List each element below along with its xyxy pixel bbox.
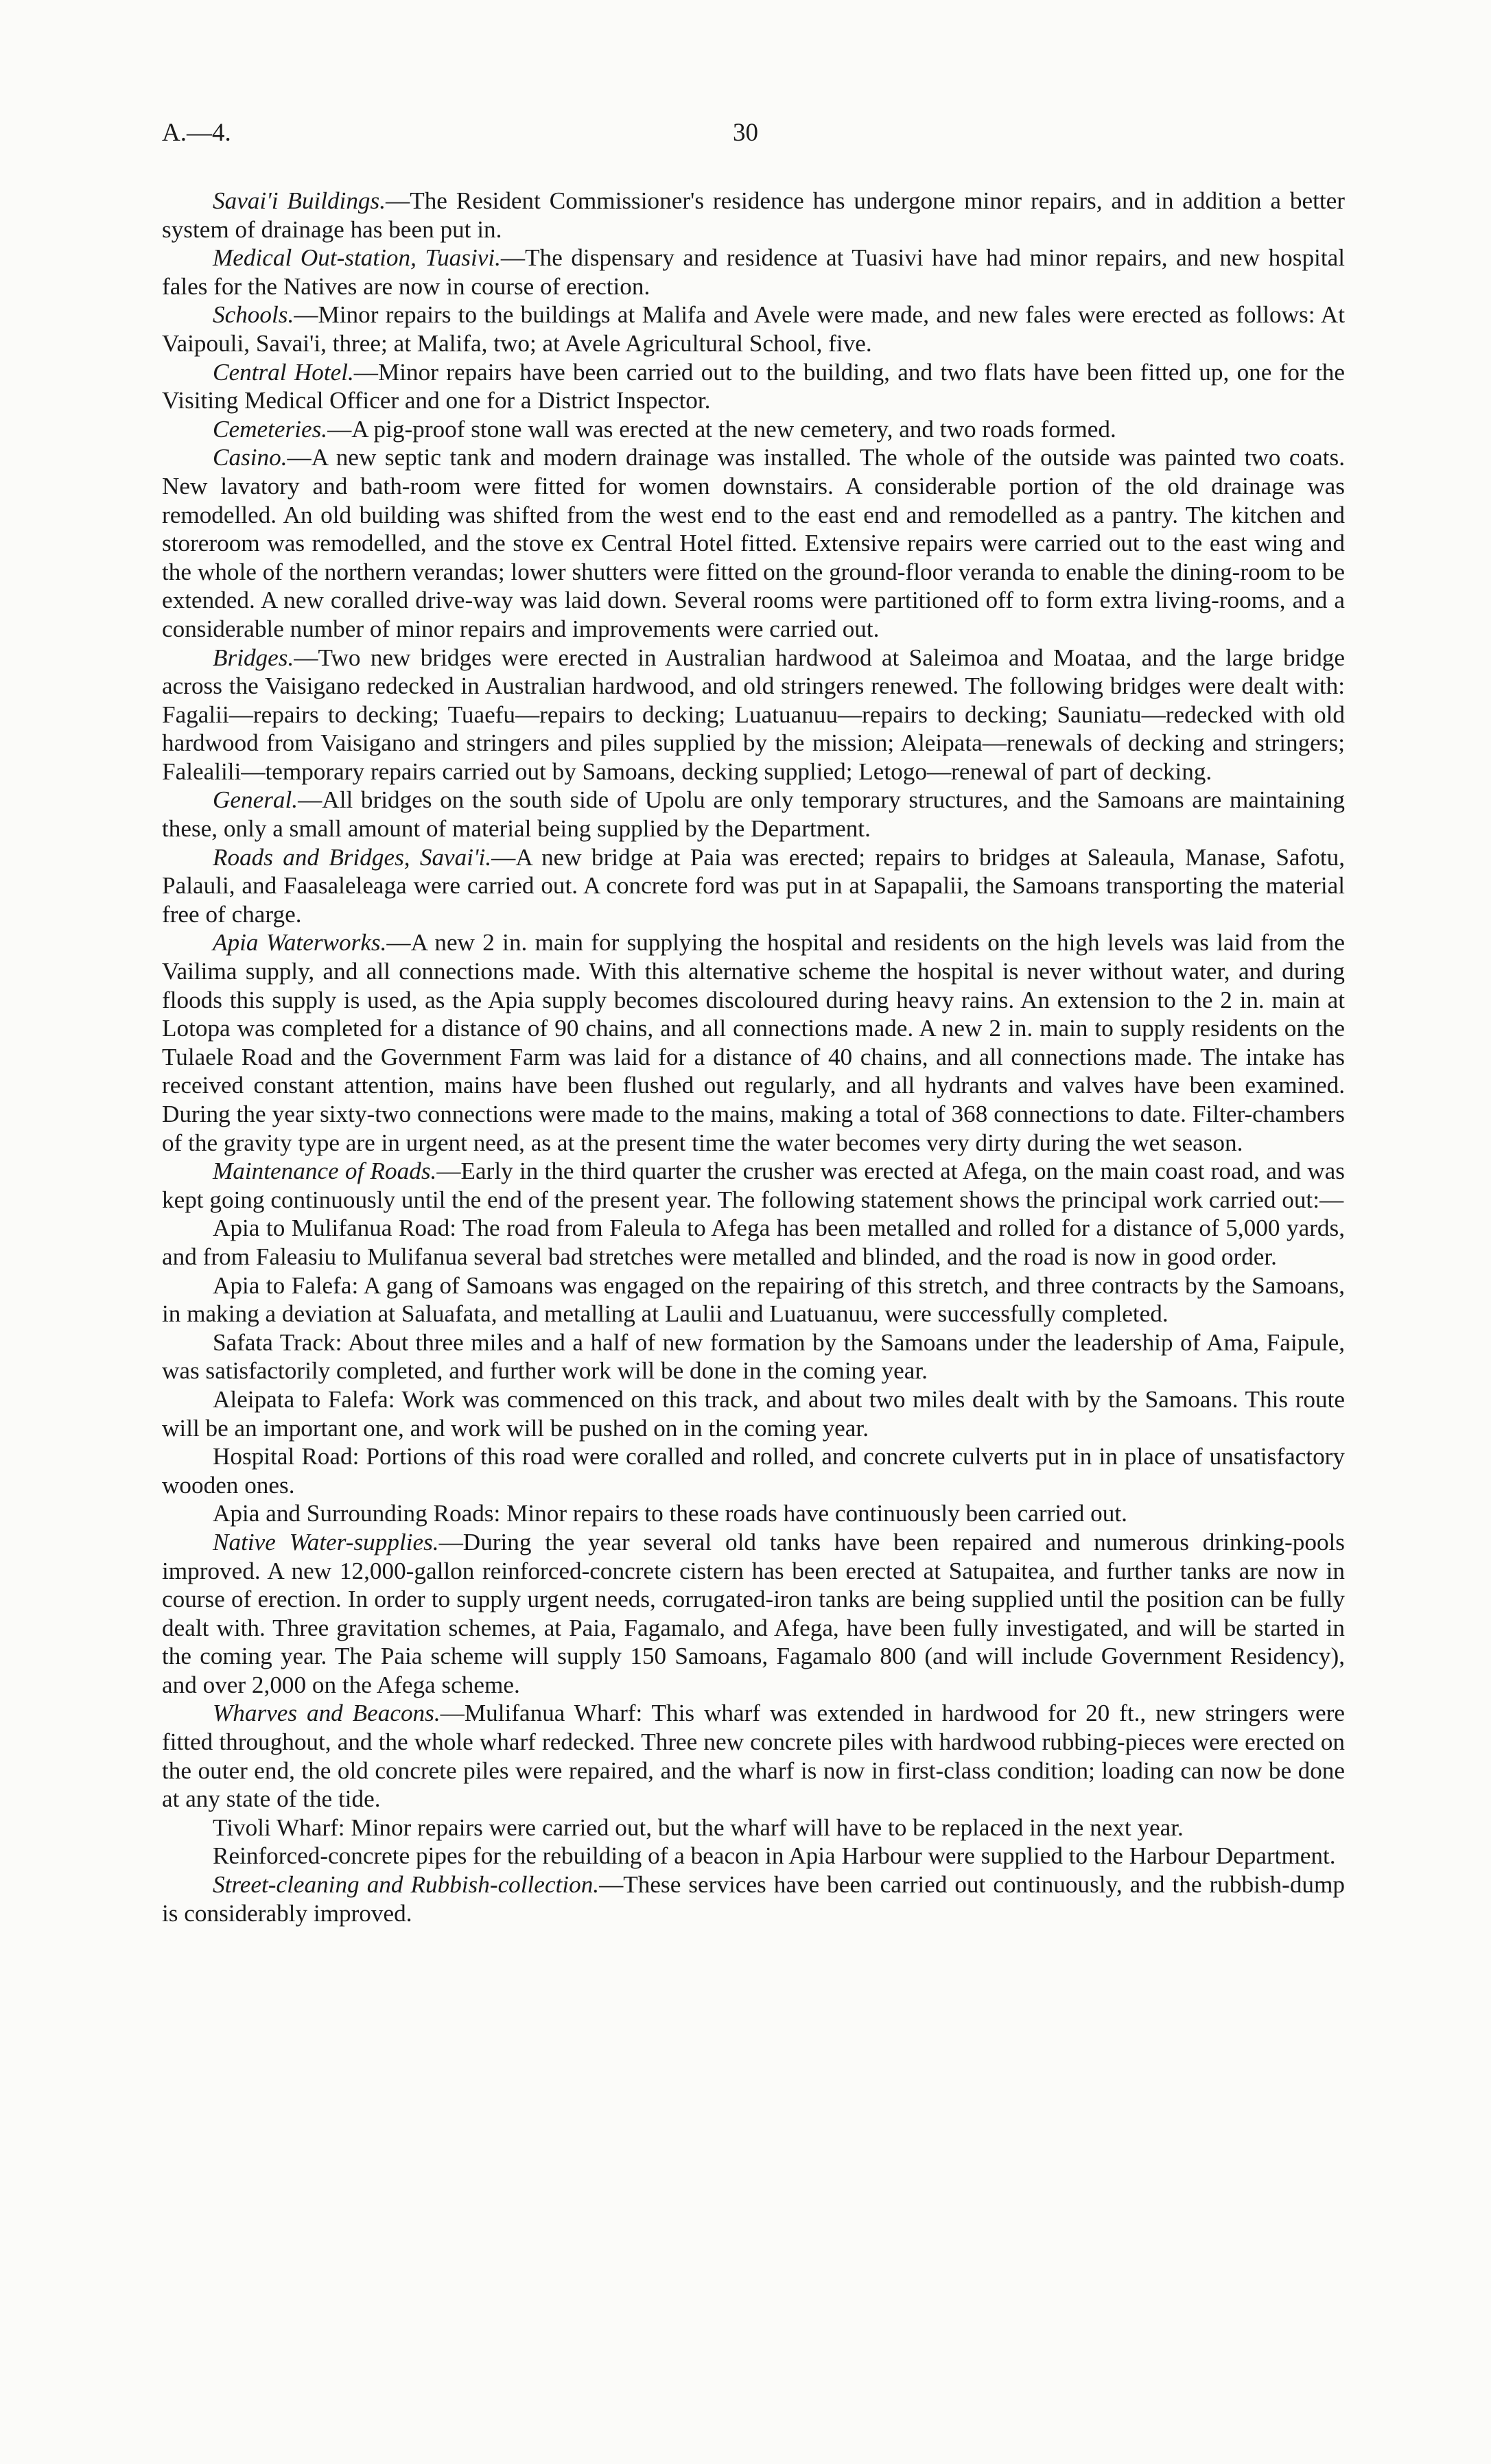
- paragraph-heading: Maintenance of Roads.: [213, 1158, 437, 1185]
- paragraph-heading: Medical Out-station, Tuasivi.: [213, 244, 501, 272]
- paragraph-text: —A new septic tank and modern drainage was installed. The whole of the outside was painted two coats. New lavatory and bath-room were fitted for women downstairs. A considerable portion of the old drainage was remodelled. An old building was shifted from the west end to the east end and remodelled as a pantry. The kitchen and storeroom was remodelled, and the stove ex Central Hotel fitted. Extensive repairs were carried out to the east wing and the whole of the northern verandas; lower shutters were fitted on the ground-floor veranda to enable the dining-room to be extended. A new coralled drive-way was laid down. Several rooms were partitioned off to form extra living-rooms, and a considerable number of minor repairs and improvements were carried out.: [162, 444, 1345, 642]
- paragraph-text: Safata Track: About three miles and a half of new formation by the Samoans under the leadership of Ama, Faipule, was satisfactorily completed, and further work will be done in the coming year.: [162, 1328, 1345, 1385]
- paragraph-text: Reinforced-concrete pipes for the rebuilding of a beacon in Apia Harbour were supplied to the Harbour Department.: [213, 1842, 1336, 1870]
- paragraph-text: —The dispensary and residence at Tuasivi have had minor repairs, and new hospital fales for the Natives are now in course of erection.: [162, 244, 1345, 300]
- paragraph-street-cleaning: [162, 1870, 1345, 1927]
- paragraph-heading: Apia Waterworks.: [213, 929, 387, 957]
- paragraph-tivoli-wharf: [162, 1814, 1345, 1842]
- paragraph-heading: Bridges.: [213, 644, 294, 671]
- paragraph-text: —During the year several old tanks have been repaired and numerous drinking-pools improved. A new 12,000-gallon reinforced-concrete cistern has been erected at Satupaitea, and further tanks are now in course of erection. In order to supply urgent needs, corrugated-iron tanks are being supplied until the position can be fully dealt with. Three gravitation schemes, at Paia, Fagamalo, and Afega, have been fully investigated, and will be started in the coming year. The Paia scheme will supply 150 Samoans, Fagamalo 800 (and will include Government Residency), and over 2,000 on the Afega scheme.: [162, 1528, 1346, 1698]
- paragraph-text: —A new bridge at Paia was erected; repairs to bridges at Saleaula, Manase, Safotu, Palauli, and Faasaleleaga were carried out. A concrete ford was put in at Sapapalii, the Samoans transporting the material free of charge.: [162, 843, 1345, 928]
- body-text: [162, 187, 1345, 1927]
- paragraph-text: Tivoli Wharf: Minor repairs were carried out, but the wharf will have to be replaced in the next year.: [213, 1814, 1184, 1841]
- paragraph-maintenance-of-roads: [162, 1157, 1345, 1214]
- paragraph-heading: General.: [213, 786, 298, 814]
- paragraph-text: —All bridges on the south side of Upolu are only temporary structures, and the Samoans are maintaining these, only a small amount of material being supplied by the Department.: [162, 786, 1345, 843]
- paragraph-text: —The Resident Commissioner's residence has undergone minor repairs, and in addition a better system of drainage has been put in.: [162, 187, 1346, 243]
- paragraph-apia-to-falefa: [162, 1271, 1345, 1328]
- paragraph-bridges: [162, 644, 1345, 786]
- paragraph-text: Apia and Surrounding Roads: Minor repairs to these roads have continuously been carried out.: [213, 1500, 1127, 1527]
- paragraph-text: —Minor repairs to the buildings at Malifa and Avele were made, and new fales were erected as follows: At Vaipouli, Savai'i, three; at Malifa, two; at Avele Agricultural School, five.: [162, 301, 1345, 357]
- document-reference: A.—4.: [162, 119, 231, 147]
- paragraph-apia-to-mulifanua-road: [162, 1214, 1345, 1271]
- paragraph-casino: [162, 443, 1345, 643]
- paragraph-general: [162, 786, 1345, 843]
- paragraph-heading: Casino.: [213, 444, 287, 471]
- paragraph-heading: Native Water-supplies.: [213, 1528, 439, 1556]
- paragraph-heading: Roads and Bridges, Savai'i.: [213, 843, 492, 871]
- paragraph-text: —Two new bridges were erected in Australian hardwood at Saleimoa and Moataa, and the large bridge across the Vaisigano redecked in Australian hardwood, and old stringers renewed. The following bridges were dealt with: Fagalii—repairs to decking; Tuaefu—repairs to decking; Luatuanuu—repairs to decking; Sauniatu—redecked with old hardwood from Vaisigano and stringers and piles supplied by the mission; Aleipata—renewals of decking and stringers; Falealili—temporary repairs carried out by Samoans, decking supplied; Letogo—renewal of part of decking.: [162, 644, 1345, 785]
- paragraph-central-hotel: [162, 358, 1345, 415]
- paragraph-native-water-supplies: [162, 1528, 1345, 1700]
- page-header: [162, 118, 1329, 152]
- paragraph-heading: Cemeteries.: [213, 415, 328, 443]
- paragraph-text: Apia to Mulifanua Road: The road from Faleula to Afega has been metalled and rolled for a distance of 5,000 yards, and from Faleasiu to Mulifanua several bad stretches were metalled and blinded, and the road is now in good order.: [162, 1215, 1345, 1270]
- paragraph-apia-surrounding-roads: [162, 1499, 1345, 1528]
- paragraph-text: Hospital Road: Portions of this road were coralled and rolled, and concrete culverts put in in place of unsatisfactory wooden ones.: [162, 1443, 1345, 1499]
- paragraph-heading: Wharves and Beacons.: [213, 1700, 441, 1727]
- paragraph-schools: [162, 301, 1345, 357]
- paragraph-text: —A pig-proof stone wall was erected at the new cemetery, and two roads formed.: [327, 415, 1116, 443]
- paragraph-savaii-buildings: [162, 187, 1345, 244]
- paragraph-aleipata-to-falefa: [162, 1385, 1345, 1442]
- paragraph-heading: Schools.: [213, 301, 294, 329]
- paragraph-reinforced-concrete-pipes: [162, 1842, 1345, 1870]
- paragraph-text: Aleipata to Falefa: Work was commenced on this track, and about two miles dealt with by the Samoans. This route will be an important one, and work will be pushed on in the coming year.: [162, 1385, 1345, 1442]
- paragraph-text: Apia to Falefa: A gang of Samoans was engaged on the repairing of this stretch, and three contracts by the Samoans, in making a deviation at Saluafata, and metalling at Laulii and Luatuanuu, were successfully completed.: [162, 1271, 1345, 1328]
- paragraph-roads-and-bridges-savaii: [162, 843, 1345, 929]
- paragraph-wharves-and-beacons: [162, 1699, 1345, 1813]
- page-number: 30: [733, 119, 758, 147]
- paragraph-heading: Street-cleaning and Rubbish-collection.: [213, 1871, 600, 1899]
- paragraph-text: —Early in the third quarter the crusher was erected at Afega, on the main coast road, and was kept going continuously until the end of the present year. The following statement shows the principal work carried out:—: [162, 1158, 1345, 1213]
- paragraph-text: —These services have been carried out continuously, and the rubbish-dump is considerably improved.: [162, 1871, 1345, 1927]
- paragraph-apia-waterworks: [162, 928, 1345, 1157]
- paragraph-hospital-road: [162, 1442, 1345, 1499]
- paragraph-text: —Minor repairs have been carried out to the building, and two flats have been fitted up, one for the Visiting Medical Officer and one for a District Inspector.: [162, 358, 1345, 414]
- paragraph-text: —Mulifanua Wharf: This wharf was extended in hardwood for 20 ft., new stringers were fitted throughout, and the whole wharf redecked. Three new concrete piles with hardwood rubbing-pieces were erected on the outer end, the old concrete piles were repaired, and the wharf is now in first-class condition; loading can now be done at any state of the tide.: [162, 1700, 1346, 1813]
- paragraph-text: —A new 2 in. main for supplying the hospital and residents on the high levels was laid from the Vailima supply, and all connections made. With this alternative scheme the hospital is never without water, and during floods this supply is used, as the Apia supply becomes discoloured during heavy rains. An extension to the 2 in. main at Lotopa was completed for a distance of 90 chains, and all connections made. A new 2 in. main to supply residents on the Tulaele Road and the Government Farm was laid for a distance of 40 chains, and all connections made. The intake has received constant attention, mains have been flushed out regularly, and all hydrants and valves have been examined. During the year sixty-two connections were made to the mains, making a total of 368 connections to date. Filter-chambers of the gravity type are in urgent need, as at the present time the water becomes very dirty during the wet season.: [162, 929, 1345, 1156]
- paragraph-heading: Savai'i Buildings.: [213, 187, 386, 214]
- paragraph-medical-out-station: [162, 244, 1345, 301]
- paragraph-heading: Central Hotel.: [213, 358, 354, 386]
- paragraph-cemeteries: [162, 415, 1345, 444]
- paragraph-safata-track: [162, 1328, 1345, 1385]
